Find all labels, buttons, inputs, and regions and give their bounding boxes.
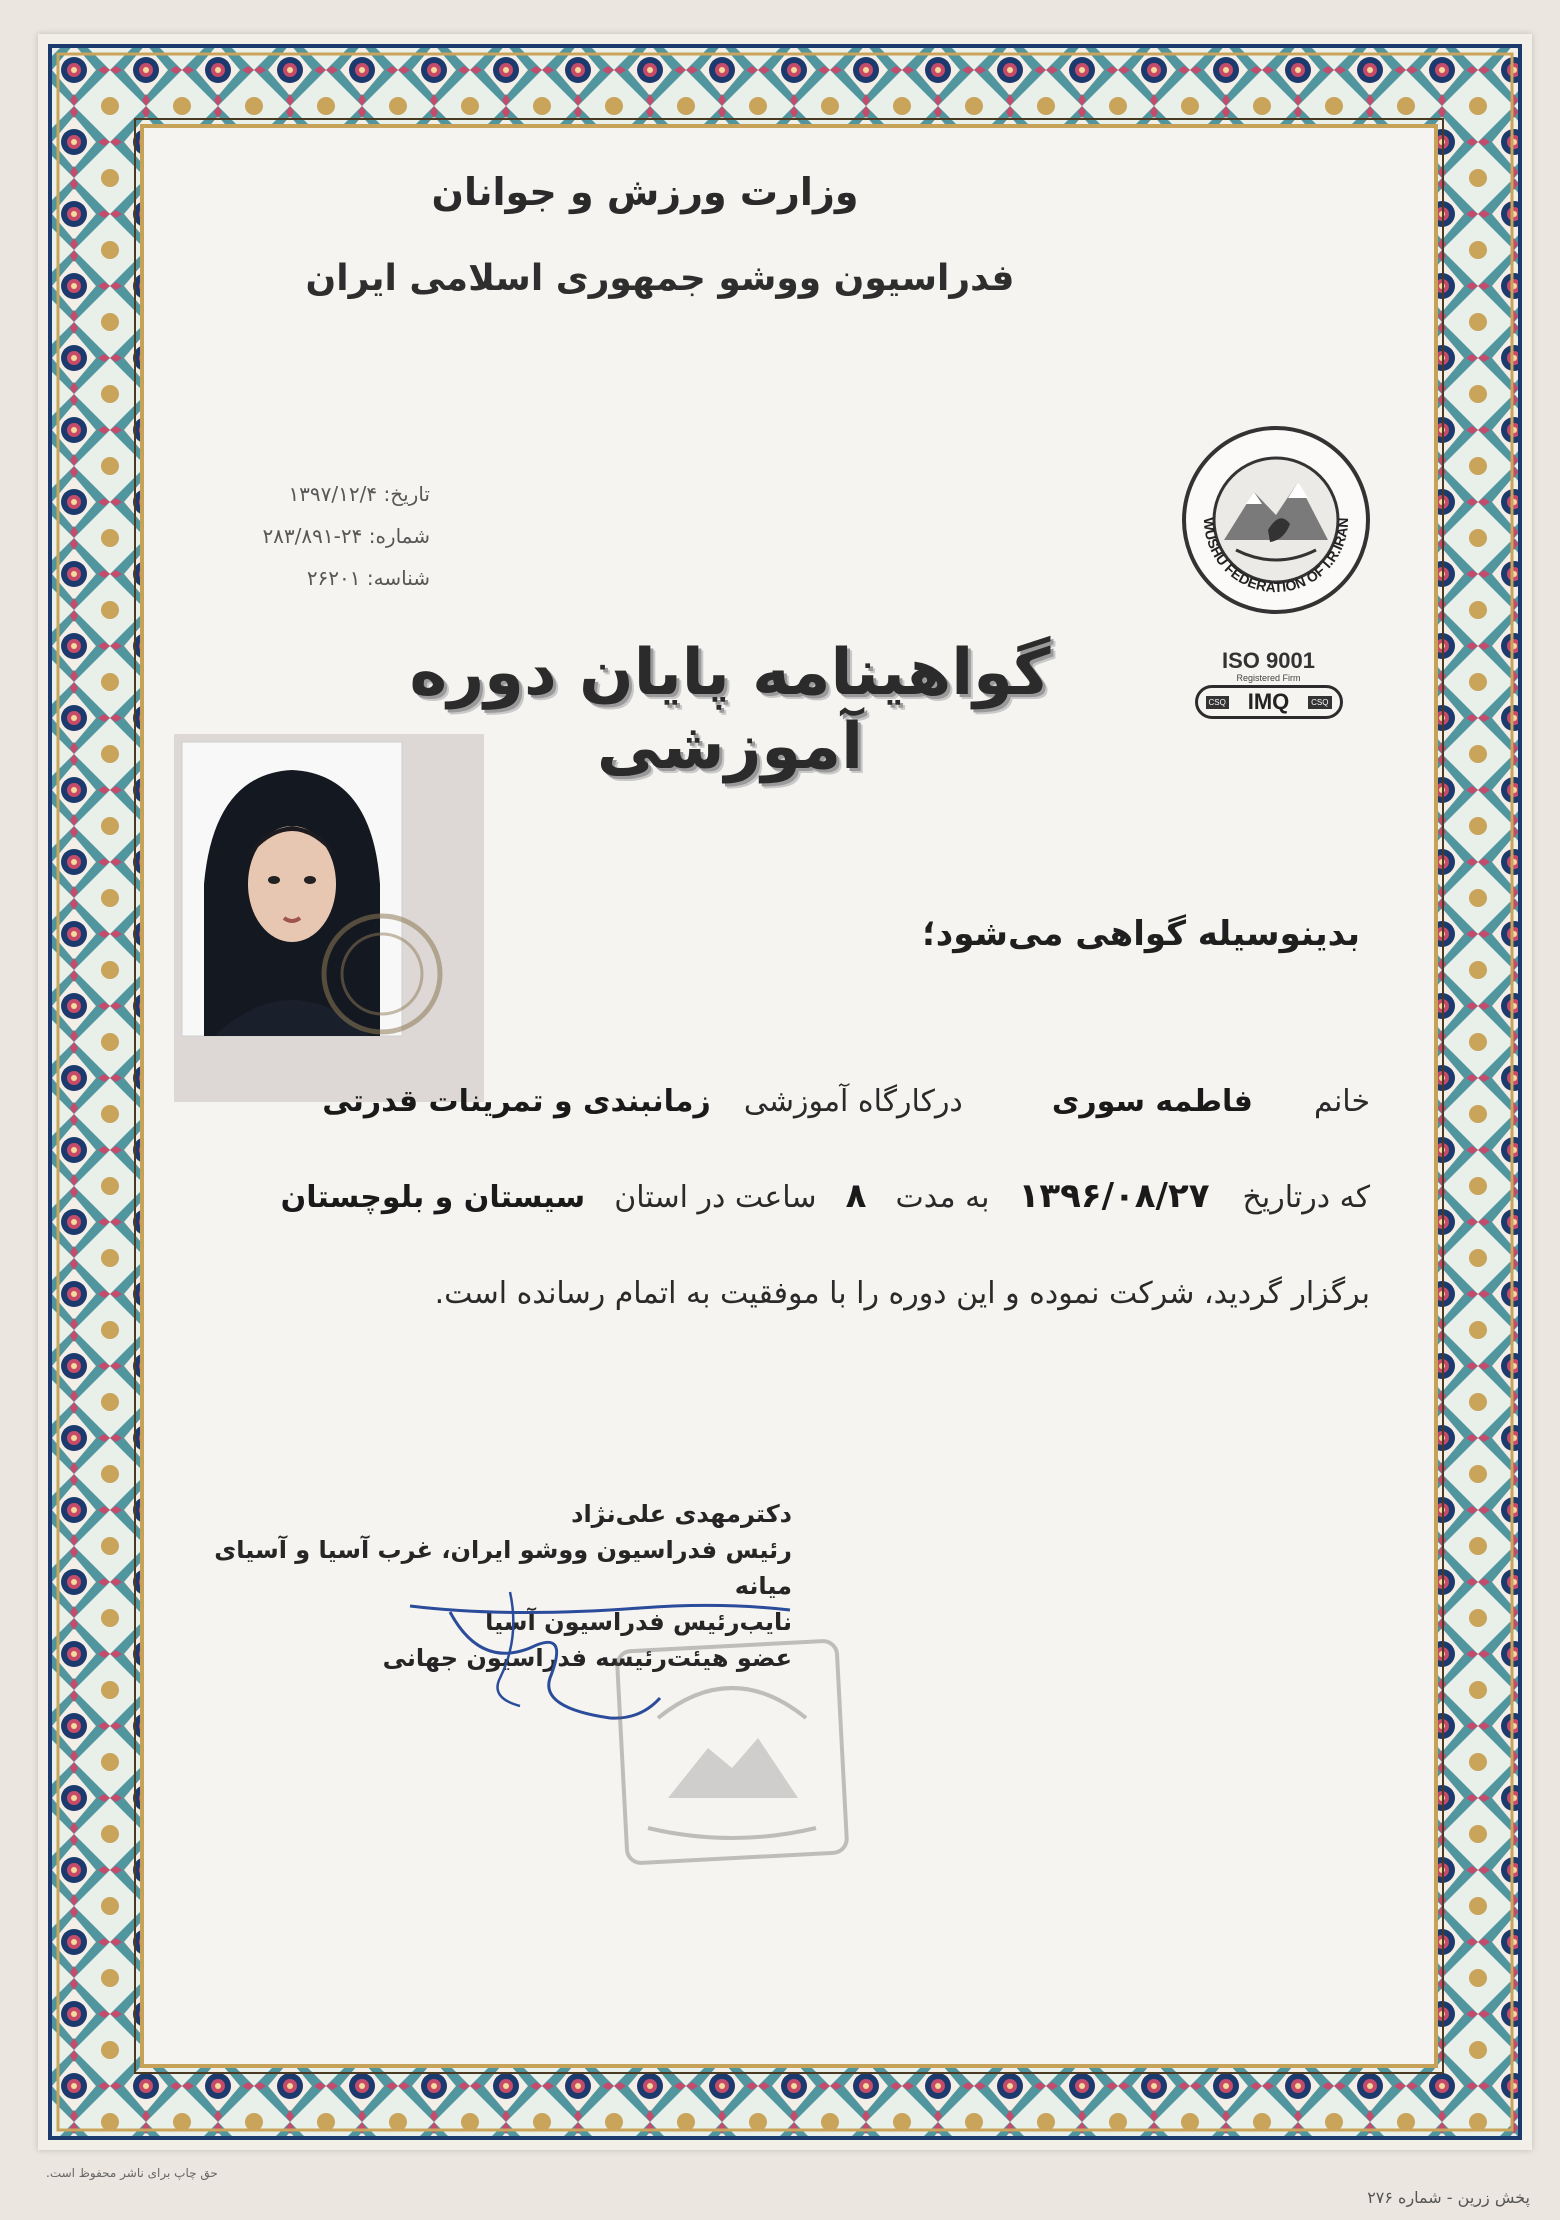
seal-english-text: WUSHU FEDERATION OF I.R.IRAN: [1200, 516, 1352, 596]
duration-label: به مدت: [895, 1180, 990, 1215]
course-name: زمانبندی و تمرینات قدرتی: [322, 1084, 711, 1119]
course-hours: ۸: [845, 1176, 867, 1216]
date-label: که درتاریخ: [1242, 1180, 1370, 1215]
iso-title: ISO 9001: [1222, 648, 1315, 673]
imq-badge: [1195, 685, 1343, 719]
signatory-role-1: رئیس فدراسیون ووشو ایران، غرب آسیا و آسیای میانه: [214, 1536, 792, 1600]
workshop-label: درکارگاه آموزشی: [743, 1084, 963, 1119]
course-date: ۱۳۹۶/۰۸/۲۷: [1018, 1176, 1210, 1216]
signatory-role-2: نایب‌رئیس فدراسیون آسیا: [485, 1608, 792, 1636]
certificate-line-1: [322, 1084, 1370, 1119]
federation-seal-logo: [1176, 420, 1376, 620]
holder-photo: [174, 734, 484, 1102]
date-line: تاریخ: ۱۳۹۷/۱۲/۴: [288, 482, 430, 506]
publisher-footer: پخش زرین - شماره ۲۷۶: [1367, 2188, 1530, 2207]
signatory-role-3: عضو هیئت‌رئیسه فدراسیون جهانی: [382, 1644, 792, 1672]
certificate-line-2: [281, 1176, 1370, 1216]
province-name: سیستان و بلوچستان: [280, 1180, 586, 1215]
imq-label: IMQ: [1247, 689, 1290, 714]
ministry-heading: وزارت ورزش و جوانان: [431, 170, 859, 214]
iso-certification-badge: [1186, 648, 1351, 736]
signatory-name: دکترمهدی علی‌نژاد: [571, 1500, 792, 1528]
copyright-footer: حق چاپ برای ناشر محفوظ است.: [46, 2166, 218, 2180]
id-line: شناسه: ۲۶۲۰۱: [306, 566, 430, 590]
federation-stamp: [608, 1628, 856, 1876]
csq-box-right: CSQ: [1308, 696, 1331, 709]
province-label: ساعت در استان: [614, 1180, 817, 1215]
honorific: خانم: [1313, 1084, 1370, 1119]
holder-name: فاطمه سوری: [1051, 1084, 1253, 1119]
csq-box-left: CSQ: [1206, 696, 1229, 709]
number-line: شماره: ۲۴-۲۸۳/۸۹۱: [262, 524, 430, 548]
iso-subtitle: Registered Firm: [1236, 673, 1301, 683]
certificate-title: گواهینامه پایان دوره آموزشی: [409, 636, 1051, 784]
federation-heading: فدراسیون ووشو جمهوری اسلامی ایران: [305, 258, 1015, 299]
certificate-line-3: برگزار گردید، شرکت نموده و این دوره را با موفقیت به اتمام رسانده است.: [434, 1276, 1370, 1311]
certification-intro: بدینوسیله گواهی می‌شود؛: [922, 914, 1360, 954]
